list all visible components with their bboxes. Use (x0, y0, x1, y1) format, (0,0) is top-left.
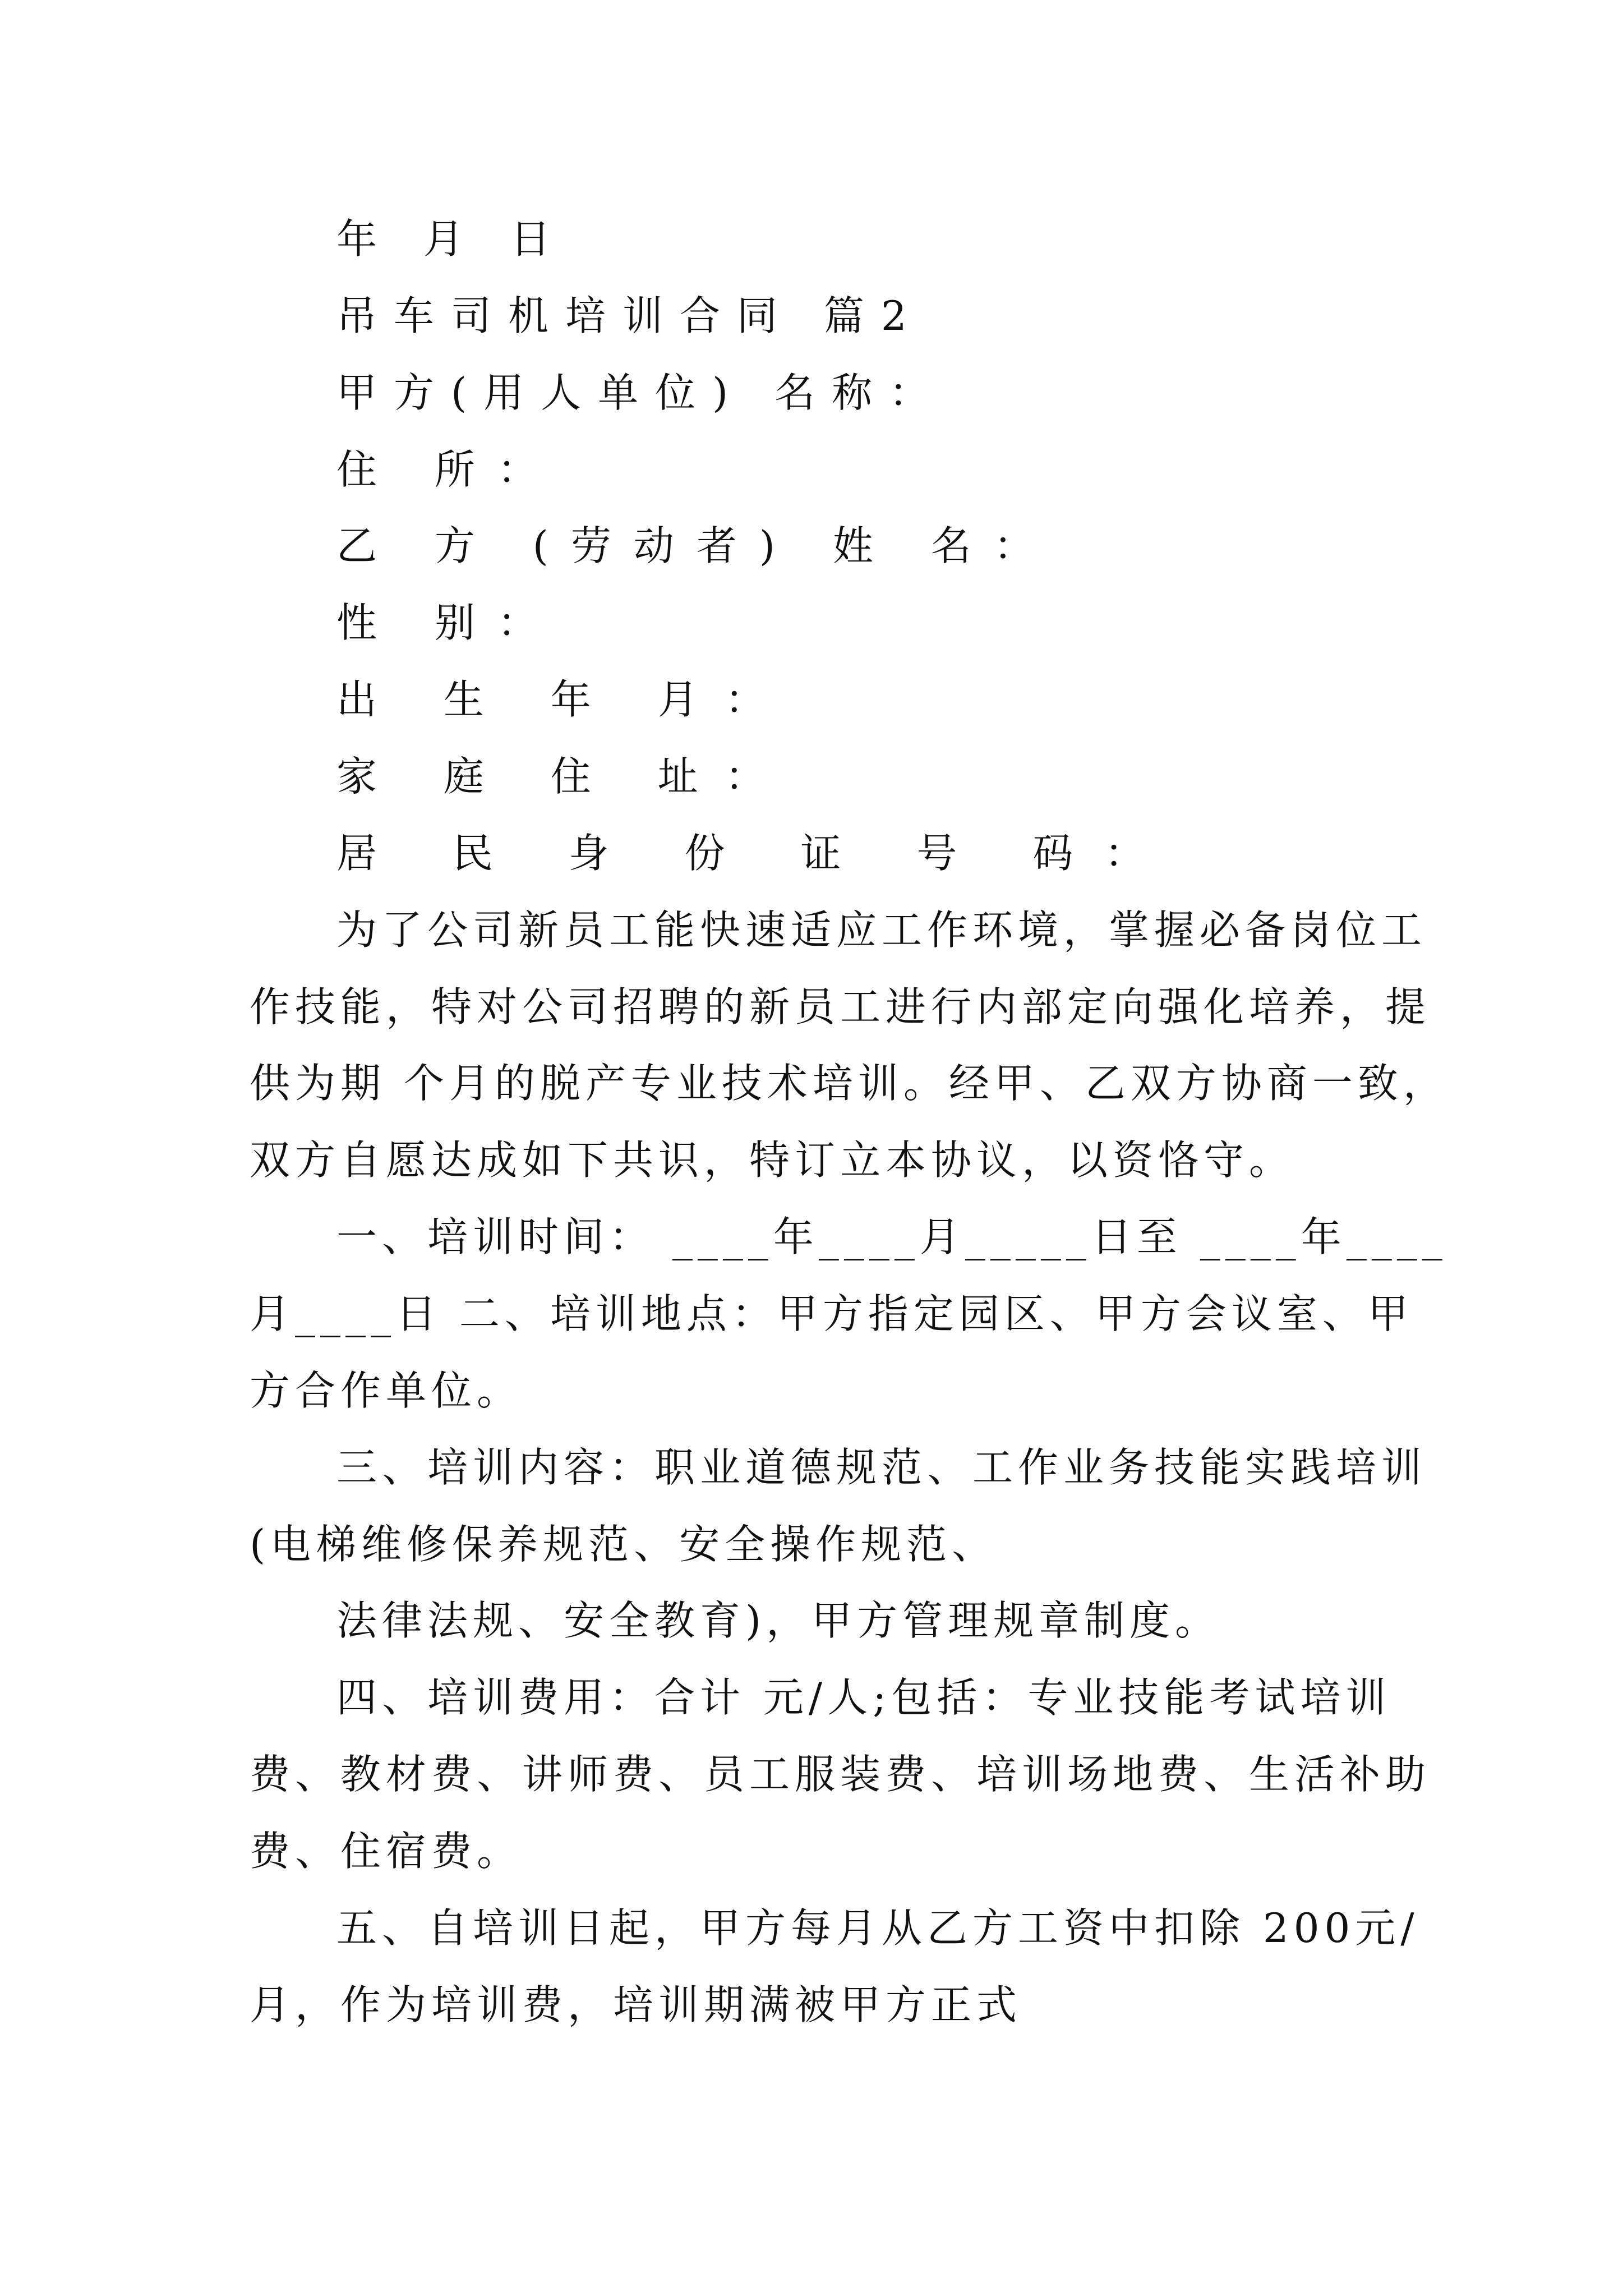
date-line: 年 月 日 (336, 215, 568, 263)
clause-1-time-line-1: 一、培训时间： ____年____月_____日至 ____年____ (336, 1213, 1447, 1260)
paragraph-purpose-line-2: 作技能，特对公司招聘的新员工进行内部定向强化培养，提 (250, 983, 1431, 1030)
paragraph-purpose-line-4: 双方自愿达成如下共识，特订立本协议，以资恪守。 (250, 1137, 1295, 1184)
birth-date-line: 出 生 年 月： (336, 676, 792, 723)
clause-5-deduction-line-1: 五、自培训日起，甲方每月从乙方工资中扣除 200元/ (336, 1904, 1419, 1952)
party-a-name-line: 甲方(用人单位) 名称： (336, 369, 947, 416)
clause-4-fee-line-3: 费、住宿费。 (250, 1828, 523, 1875)
clause-4-fee-line-2: 费、教材费、讲师费、员工服装费、培训场地费、生活补助 (250, 1751, 1431, 1798)
party-b-name-line: 乙 方 (劳动者) 姓 名： (336, 522, 1057, 569)
clause-4-fee-line-1: 四、培训费用：合计 元/人;包括：专业技能考试培训 (336, 1674, 1391, 1721)
clause-3-content-line-3: 法律法规、安全教育)，甲方管理规章制度。 (336, 1597, 1221, 1644)
paragraph-purpose-line-1: 为了公司新员工能快速适应工作环境，掌握必备岗位工 (336, 907, 1427, 954)
id-number-line: 居 民 身 份 证 号 码： (336, 830, 1177, 877)
clause-2-location-line: 方合作单位。 (250, 1367, 523, 1414)
paragraph-purpose-line-3: 供为期 个月的脱产专业技术培训。经甲、乙双方协商一致， (250, 1060, 1449, 1107)
contract-title: 吊车司机培训合同 篇2 (336, 292, 924, 339)
gender-line: 性 别： (336, 599, 560, 646)
home-address-line: 家 庭 住 址： (336, 753, 792, 800)
clause-5-deduction-line-2: 月，作为培训费，培训期满被甲方正式 (250, 1981, 1022, 2028)
clause-3-content-line-1: 三、培训内容：职业道德规范、工作业务技能实践培训 (336, 1444, 1427, 1491)
clause-1-time-line-2: 月____日 二、培训地点：甲方指定园区、甲方会议室、甲 (250, 1290, 1413, 1337)
party-a-address-line: 住 所： (336, 446, 560, 493)
clause-3-content-line-2: (电梯维修保养规范、安全操作规范、 (250, 1521, 998, 1568)
